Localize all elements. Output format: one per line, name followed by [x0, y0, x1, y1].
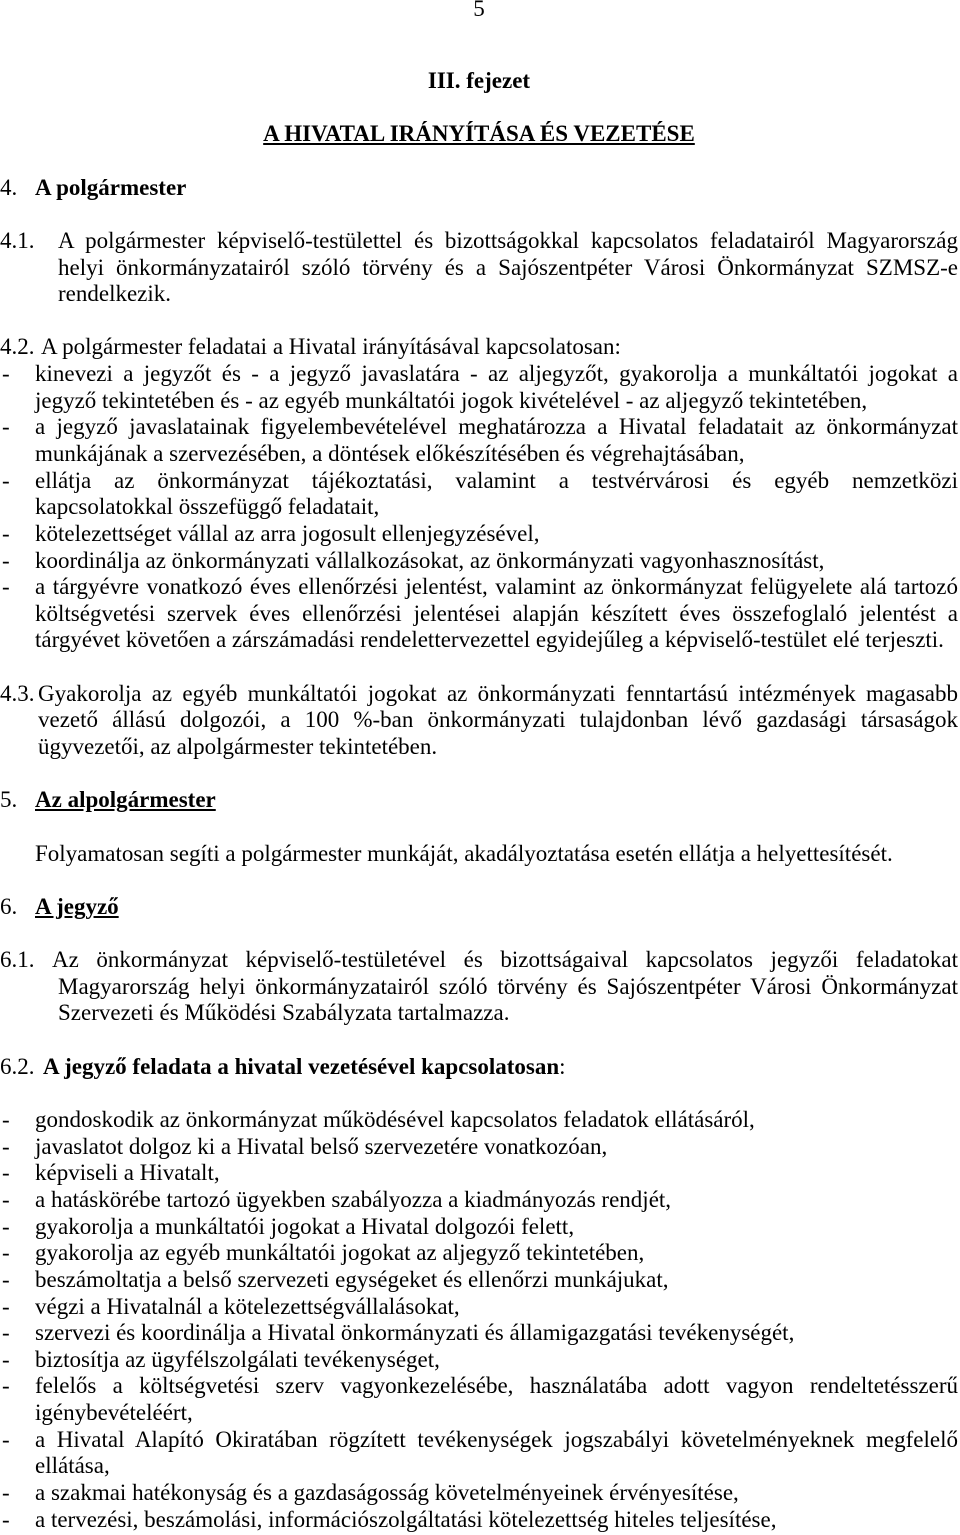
list-item-line: a hatáskörébe tartozó ügyekben szabályozza a kiadmányozás rendjét,	[35, 1186, 672, 1212]
paragraph-line: Az önkormányzat képviselő-testületével és bizottságaival kapcsolatos jegyzői feladatokat	[52, 947, 958, 973]
list-item	[0, 1480, 958, 1507]
paragraph-6-1	[0, 947, 958, 1027]
list-item-line: biztosítja az ügyfélszolgálati tevékenységet,	[35, 1346, 440, 1372]
list-marker: -	[2, 1346, 10, 1372]
list-marker: -	[2, 1160, 10, 1186]
list-item-line: képviseli a Hivatalt,	[35, 1160, 220, 1186]
list-item	[0, 1427, 958, 1480]
list-item-line: költségvetési szervek éves ellenőrzési jelentései alapján készített éves összefoglaló jelentést a	[35, 600, 958, 626]
paragraph-5	[0, 841, 958, 868]
paragraph-line: Magyarország helyi önkormányzatairól szóló törvény és Sajószentpéter Városi Önkormányzat	[58, 973, 958, 999]
list-marker: -	[2, 547, 10, 573]
list-marker: -	[2, 467, 10, 493]
list-marker: -	[2, 414, 10, 440]
paragraph-heading-text: A jegyző feladata a hivatal vezetésével kapcsolatosan	[43, 1053, 560, 1079]
list-item-line: beszámoltatja a belső szervezeti egységeket és ellenőrzi munkájukat,	[35, 1266, 669, 1292]
list-item	[0, 1320, 958, 1347]
list-item-line: kapcsolatokkal összefüggő feladatait,	[35, 494, 380, 520]
section-5-heading	[0, 787, 958, 814]
section-number: 4.	[0, 174, 18, 200]
list-marker: -	[2, 1107, 10, 1133]
section-6-heading	[0, 894, 958, 921]
list-item	[0, 468, 958, 521]
paragraph-line: Folyamatosan segíti a polgármester munkáját, akadályoztatása esetén ellátja a helyettesítését.	[35, 840, 893, 866]
list-marker: -	[2, 1426, 10, 1452]
list-marker: -	[2, 574, 10, 600]
list-item-line: a tervezési, beszámolási, információszolgáltatási kötelezettség hiteles teljesítése,	[35, 1506, 777, 1532]
list-item-line: igénybevételéért,	[35, 1400, 193, 1426]
section-number: 5.	[0, 787, 18, 813]
paragraph-4-1	[0, 228, 958, 308]
list-marker: -	[2, 361, 10, 387]
list-item-line: javaslatot dolgoz ki a Hivatal belső szervezetére vonatkozóan,	[35, 1133, 608, 1159]
list-marker: -	[2, 1506, 10, 1532]
paragraph-line: Gyakorolja az egyéb munkáltatói jogokat az önkormányzati fenntartású intézmények magasabb	[38, 680, 958, 706]
paragraph-line: vezető állású dolgozói, a 100 %-ban önkormányzati tulajdonban lévő gazdasági társaságok	[38, 707, 958, 733]
list-item-line: a Hivatal Alapító Okiratában rögzített tevékenységek jogszabályi követelményeknek megfelelő	[35, 1426, 958, 1452]
paragraph-number: 4.1.	[0, 227, 35, 253]
paragraph-line: A polgármester képviselő-testülettel és bizottságokkal kapcsolatos feladatairól Magyarország	[58, 227, 958, 253]
list-marker: -	[2, 1133, 10, 1159]
list-item-line: a tárgyévre vonatkozó éves ellenőrzési jelentést, valamint az önkormányzat felügyelete alá tartozó	[35, 574, 958, 600]
list-item	[0, 521, 958, 548]
list-item	[0, 1134, 958, 1161]
list-item-line: felelős a költségvetési szerv vagyonkezelésébe, használatába adott vagyon rendeltetésszerű	[35, 1373, 958, 1399]
paragraph-line: helyi önkormányzatairól szóló törvény és a Sajószentpéter Városi Önkormányzat SZMSZ-e	[58, 254, 958, 280]
paragraph-line: ügyvezetői, az alpolgármester tekintetében.	[38, 734, 438, 760]
list-item-line: ellátja az önkormányzat tájékoztatási, valamint a testvérvárosi és egyéb nemzetközi	[35, 467, 958, 493]
list-item-line: a jegyző javaslatainak figyelembevételével meghatározza a Hivatal feladatait az önkormányzat	[35, 414, 958, 440]
list-item-line: szervezi és koordinálja a Hivatal önkormányzati és államigazgatási tevékenységét,	[35, 1320, 795, 1346]
list-marker: -	[2, 1479, 10, 1505]
paragraph-4-2	[0, 334, 958, 654]
list-item	[0, 1373, 958, 1426]
section-4-heading	[0, 175, 958, 202]
list-item	[0, 1107, 958, 1134]
list-item-line: végzi a Hivatalnál a kötelezettségvállalásokat,	[35, 1293, 460, 1319]
list-item-line: a szakmai hatékonyság és a gazdaságosság követelményeinek érvényesítése,	[35, 1479, 739, 1505]
list-item	[0, 1347, 958, 1374]
paragraph-number: 6.1.	[0, 947, 35, 973]
list-marker: -	[2, 1266, 10, 1292]
list-item-line: kinevezi a jegyzőt és - a jegyző javaslatára - az aljegyzőt, gyakorolja a munkáltatói jogokat a	[35, 361, 958, 387]
paragraph-line: Szervezeti és Működési Szabályzata tartalmazza.	[58, 1000, 510, 1026]
list-item	[0, 574, 958, 654]
section-number: 6.	[0, 893, 18, 919]
list-item	[0, 1187, 958, 1214]
paragraph-intro	[0, 334, 958, 361]
list-item	[0, 1294, 958, 1321]
list-marker: -	[2, 1293, 10, 1319]
paragraph-heading-colon: :	[559, 1053, 566, 1079]
list-item	[0, 361, 958, 414]
chapter-number: III. fejezet	[427, 68, 531, 93]
chapter-title: A HIVATAL IRÁNYÍTÁSA ÉS VEZETÉSE	[263, 121, 695, 147]
document-body	[0, 68, 958, 1533]
list-marker: -	[2, 1373, 10, 1399]
chapter-heading	[0, 121, 958, 148]
list-item-line: jegyző tekintetében és - az egyéb munkáltatói jogok kivételével - az aljegyző tekintetében,	[35, 387, 868, 413]
list-marker: -	[2, 1320, 10, 1346]
paragraph-number: 4.3.	[0, 680, 35, 706]
list-item-line: kötelezettséget vállal az arra jogosult ellenjegyzésével,	[35, 520, 540, 546]
paragraph-intro-text: A polgármester feladatai a Hivatal irányításával kapcsolatosan:	[41, 334, 621, 360]
list-item-line: tárgyévet követően a zárszámadási rendelettervezettel egyidejűleg a képviselő-testület elé terjeszti.	[35, 627, 944, 653]
list-item-line: ellátása,	[35, 1453, 110, 1479]
paragraph-4-3	[0, 681, 958, 761]
list-marker: -	[2, 520, 10, 546]
section-title: A jegyző	[35, 893, 119, 919]
page-number: 5	[473, 0, 485, 21]
list-item	[0, 548, 958, 575]
paragraph-line: rendelkezik.	[58, 281, 172, 307]
list-marker: -	[2, 1186, 10, 1212]
paragraph-number: 4.2.	[0, 334, 35, 360]
list-item	[0, 1214, 958, 1241]
list-item-line: gyakorolja a munkáltatói jogokat a Hivatal dolgozói felett,	[35, 1213, 575, 1239]
list-item-line: koordinálja az önkormányzati vállalkozásokat, az önkormányzati vagyonhasznosítást,	[35, 547, 825, 573]
list-marker: -	[2, 1240, 10, 1266]
list-marker: -	[2, 1213, 10, 1239]
list-item	[0, 1240, 958, 1267]
list-item-line: gyakorolja az egyéb munkáltatói jogokat az aljegyző tekintetében,	[35, 1240, 645, 1266]
section-title: A polgármester	[35, 174, 187, 200]
paragraph-6-2-heading	[0, 1054, 958, 1081]
paragraph-6-2-list	[0, 1107, 958, 1533]
list-item	[0, 1507, 958, 1534]
list-item	[0, 1160, 958, 1187]
list-item	[0, 414, 958, 467]
list-item-line: gondoskodik az önkormányzat működésével kapcsolatos feladatok ellátásáról,	[35, 1107, 755, 1133]
paragraph-number: 6.2.	[0, 1053, 35, 1079]
list-item	[0, 1267, 958, 1294]
list-item-line: munkájának a szervezésében, a döntések előkészítésében és végrehajtásában,	[35, 441, 745, 466]
section-title: Az alpolgármester	[35, 787, 216, 813]
